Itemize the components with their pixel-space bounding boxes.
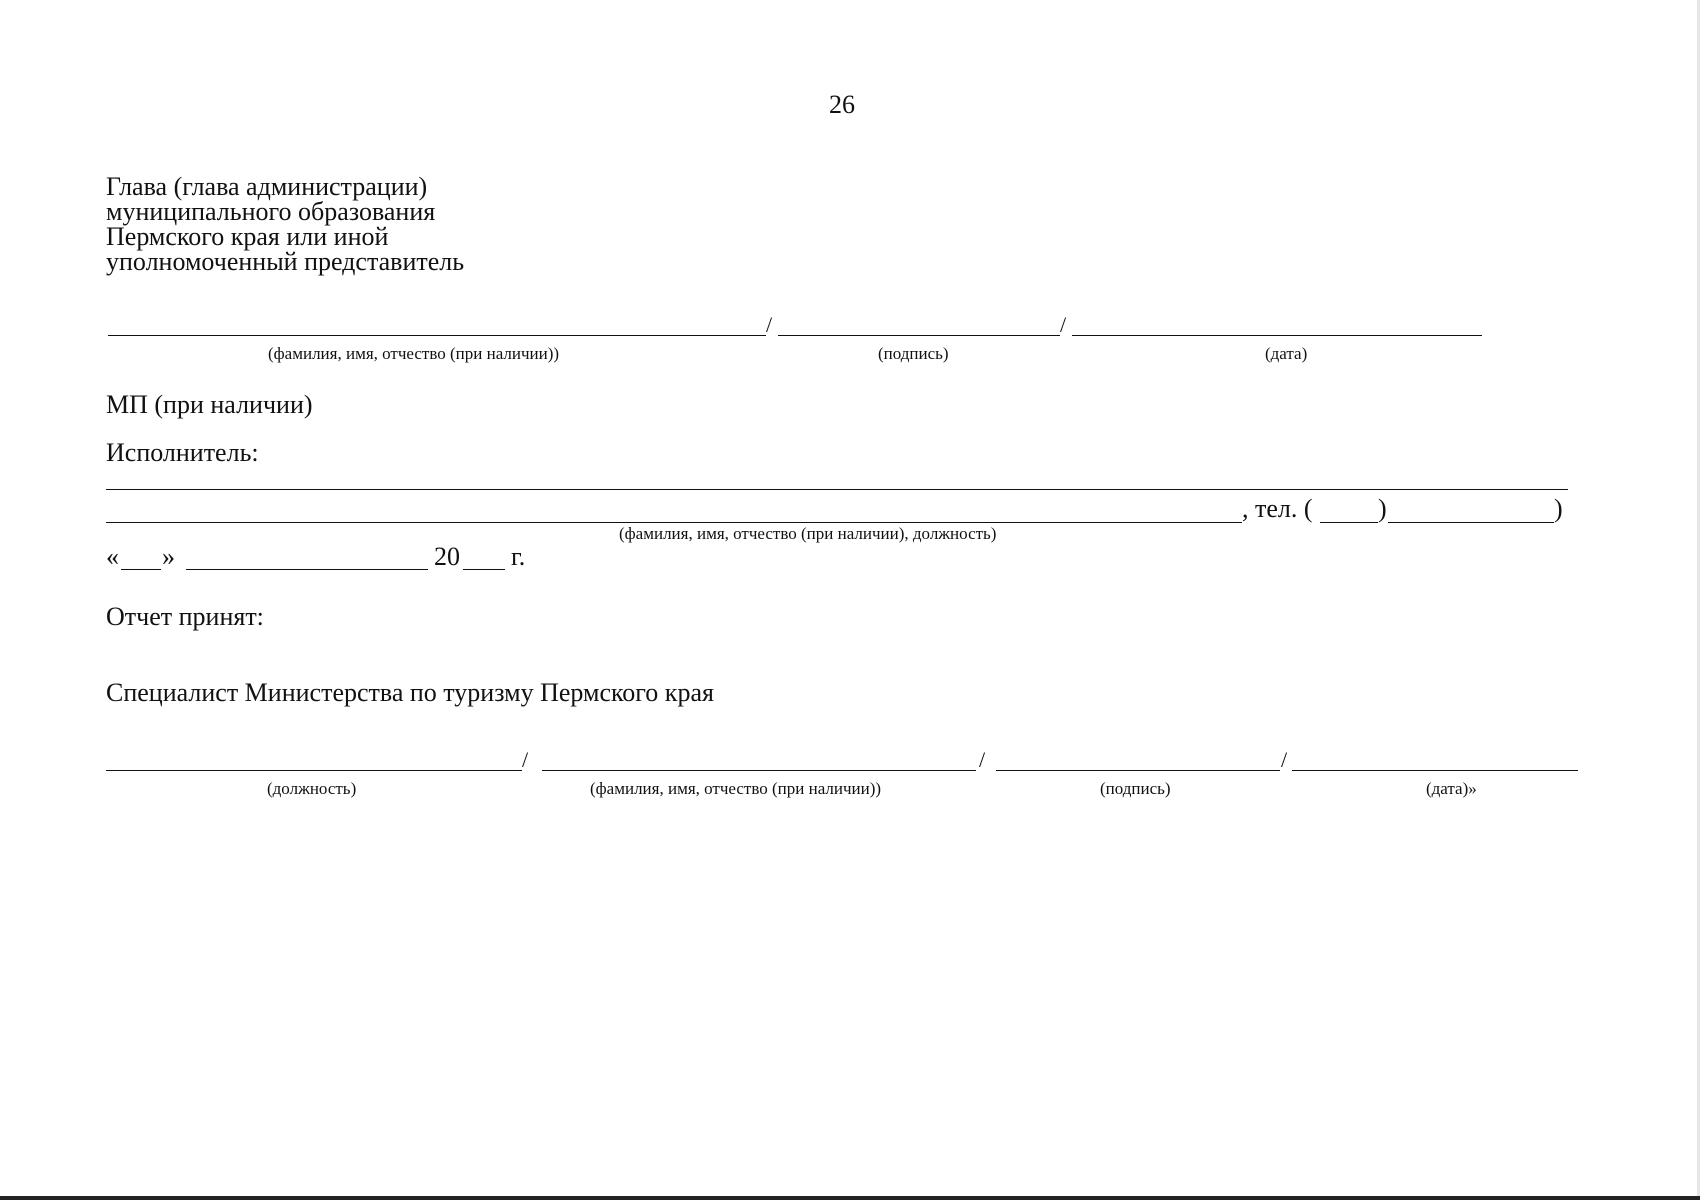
phone-number-field-line[interactable]	[1388, 522, 1554, 523]
caption-position: (должность)	[267, 779, 357, 798]
separator-slash: /	[766, 312, 773, 337]
executor-field-line-1[interactable]	[106, 489, 1568, 490]
signatory-title-line: муниципального образования	[106, 197, 436, 226]
caption-name: (фамилия, имя, отчество (при наличии))	[268, 344, 560, 363]
year-suffix: г.	[511, 542, 526, 571]
scan-edge-bottom	[0, 1196, 1700, 1200]
specialist-title: Специалист Министерства по туризму Пермского края	[106, 678, 714, 707]
name-field-line[interactable]	[108, 335, 766, 336]
month-field-line[interactable]	[186, 569, 428, 570]
phone-close: )	[1554, 494, 1563, 523]
caption-specialist-name: (фамилия, имя, отчество (при наличии))	[590, 779, 882, 798]
page-number: 26	[829, 90, 855, 119]
separator-slash: /	[979, 747, 986, 772]
year-field-line[interactable]	[463, 569, 505, 570]
phone-prefix: , тел. (	[1242, 494, 1313, 523]
caption-specialist-signature: (подпись)	[1100, 779, 1171, 798]
separator-slash: /	[1281, 747, 1288, 772]
date-field-line[interactable]	[1072, 335, 1482, 336]
report-accepted-label: Отчет принят:	[106, 602, 264, 631]
caption-executor: (фамилия, имя, отчество (при наличии), должность)	[619, 524, 997, 543]
caption-date: (дата)	[1265, 344, 1308, 363]
date-close-quote: »	[162, 542, 175, 571]
specialist-name-field-line[interactable]	[542, 770, 976, 771]
executor-label: Исполнитель:	[106, 438, 259, 467]
executor-field-line-2[interactable]	[106, 522, 1242, 523]
signatory-title-line: Глава (глава администрации)	[106, 172, 428, 201]
signature-field-line[interactable]	[778, 335, 1060, 336]
day-field-line[interactable]	[121, 569, 161, 570]
signatory-title-line: Пермского края или иной	[106, 222, 389, 251]
position-field-line[interactable]	[106, 770, 522, 771]
specialist-signature-field-line[interactable]	[996, 770, 1280, 771]
stamp-label: МП (при наличии)	[106, 390, 313, 419]
signatory-title-line: уполномоченный представитель	[106, 247, 465, 276]
separator-slash: /	[1060, 312, 1067, 337]
specialist-date-field-line[interactable]	[1292, 770, 1578, 771]
phone-code-field-line[interactable]	[1320, 522, 1378, 523]
phone-code-close: )	[1378, 494, 1387, 523]
caption-specialist-date: (дата)»	[1426, 779, 1477, 798]
separator-slash: /	[522, 747, 529, 772]
signatory-title	[106, 174, 464, 274]
date-open-quote: «	[106, 542, 119, 571]
year-prefix: 20	[434, 542, 460, 571]
caption-signature: (подпись)	[878, 344, 949, 363]
